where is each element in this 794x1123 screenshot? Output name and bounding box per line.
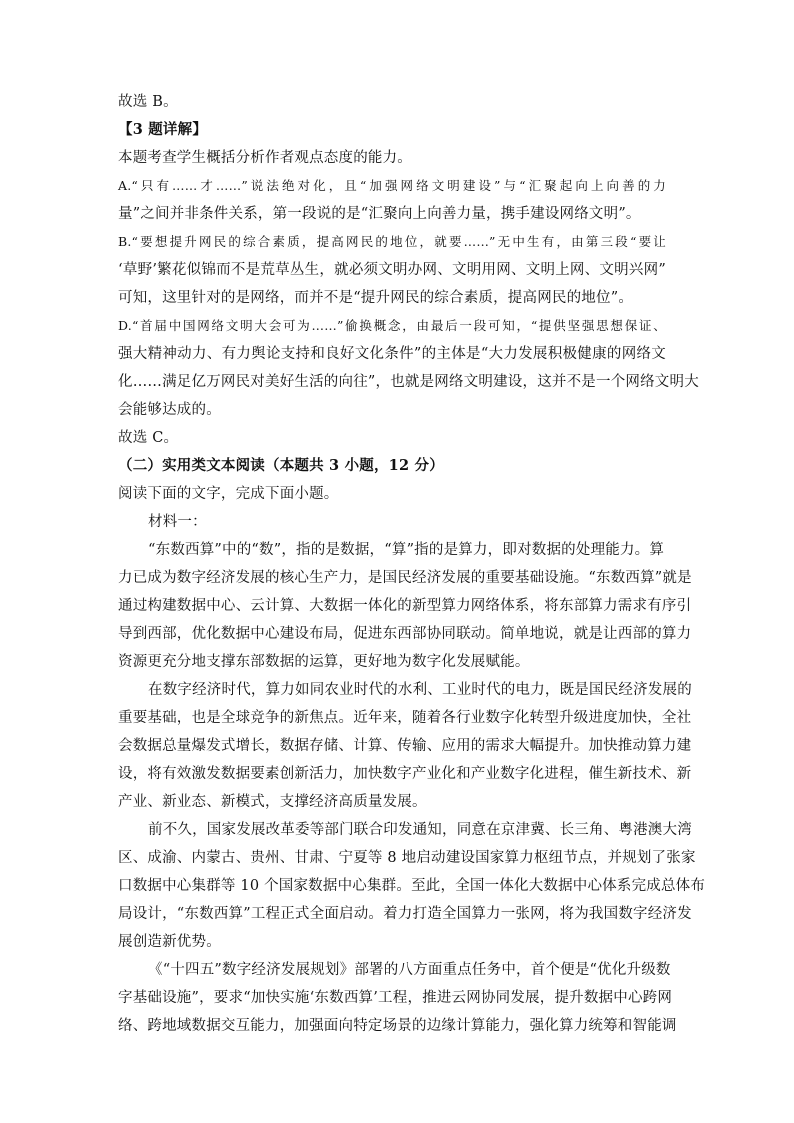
paragraph-1-line-1: “东数西算”中的“数”，指的是数据，“算”指的是算力，即对数据的处理能力。算 bbox=[148, 542, 665, 558]
paragraph-3-line-4: 局设计，“东数西算”工程正式全面启动。着力打造全国算力一张网，将为我国数字经济发 bbox=[118, 906, 692, 922]
option-b-line-3: 可知，这里针对的是网络，而并不是“提升网民的综合素质，提高网民的地位”。 bbox=[118, 290, 634, 306]
paragraph-4-line-2: 字基础设施”，要求“加快实施‘东数西算’工程，推进云网协同发展，提升数据中心跨网 bbox=[118, 990, 673, 1006]
paragraph-4-line-1: 《“十四五”数字经济发展规划》部署的八方面重点任务中，首个便是“优化升级数 bbox=[148, 962, 671, 978]
paragraph-1-line-3: 通过构建数据中心、云计算、大数据一体化的新型算力网络体系，将东部算力需求有序引 bbox=[118, 598, 692, 614]
paragraph-2-line-3: 会数据总量爆发式增长，数据存储、计算、传输、应用的需求大幅提升。加快推动算力建 bbox=[118, 738, 692, 754]
paragraph-4-line-3: 络、跨地域数据交互能力，加强面向特定场景的边缘计算能力，强化算力统筹和智能调 bbox=[118, 1018, 677, 1034]
option-b-line-2: ‘草野’繁花似锦而不是荒草丛生，就必须文明办网、文明用网、文明上网、文明兴网” bbox=[118, 262, 666, 278]
answer-line: 故选 C。 bbox=[118, 430, 179, 446]
paragraph-2-line-2: 重要基础，也是全球竞争的新焦点。近年来，随着各行业数字化转型升级进度加快，全社 bbox=[118, 710, 692, 726]
paragraph-2-line-1: 在数字经济时代，算力如同农业时代的水利、工业时代的电力，既是国民经济发展的 bbox=[148, 682, 692, 698]
option-d-line-1: D.“首届中国网络文明大会可为……”偷换概念，由最后一段可知，“提供坚强思想保证、 bbox=[118, 318, 666, 333]
option-d-line-3: 化……满足亿万网民对美好生活的向往”，也就是网络文明建设，这并不是一个网络文明大 bbox=[118, 374, 699, 390]
section-heading: （二）实用类文本阅读（本题共 3 小题，12 分） bbox=[118, 457, 444, 474]
text-line: 本题考查学生概括分析作者观点态度的能力。 bbox=[118, 150, 412, 166]
document-body bbox=[118, 88, 706, 1040]
material-label: 材料一： bbox=[148, 514, 207, 530]
paragraph-2-line-4: 设，将有效激发数据要素创新活力，加快数字产业化和产业数字化进程，催生新技术、新 bbox=[118, 766, 692, 782]
option-a-line-2: 量”之间并非条件关系，第一段说的是“汇聚向上向善力量，携手建设网络文明”。 bbox=[118, 206, 641, 222]
paragraph-1-line-4: 导到西部，优化数据中心建设布局，促进东西部协同联动。简单地说，就是让西部的算力 bbox=[118, 626, 692, 642]
question-heading: 【3 题详解】 bbox=[118, 121, 208, 138]
paragraph-3-line-3: 口数据中心集群等 10 个国家数据中心集群。至此，全国一体化大数据中心体系完成总体布 bbox=[118, 878, 706, 894]
paragraph-3-line-1: 前不久，国家发展改革委等部门联合印发通知，同意在京津冀、长三角、粤港澳大湾 bbox=[148, 822, 692, 838]
paragraph-2-line-5: 产业、新业态、新模式，支撑经济高质量发展。 bbox=[118, 794, 427, 810]
answer-line: 故选 B。 bbox=[118, 94, 178, 110]
paragraph-3-line-2: 区、成渝、内蒙古、贵州、甘肃、宁夏等 8 地启动建设国家算力枢纽节点，并规划了张家 bbox=[118, 850, 696, 866]
paragraph-1-line-2: 力已成为数字经济发展的核心生产力，是国民经济发展的重要基础设施。“东数西算”就是 bbox=[118, 570, 692, 586]
option-a-line-1: A.“只有……才……”说法绝对化，且“加强网络文明建设”与“汇聚起向上向善的力 bbox=[118, 178, 666, 193]
option-d-line-4: 会能够达成的。 bbox=[118, 402, 221, 418]
option-b-line-1: B.“要想提升网民的综合素质，提高网民的地位，就要……”无中生有，由第三段“要让 bbox=[118, 234, 666, 249]
paragraph-3-line-5: 展创造新优势。 bbox=[118, 934, 221, 950]
instruction-line: 阅读下面的文字，完成下面小题。 bbox=[118, 486, 339, 502]
option-d-line-2: 强大精神动力、有力舆论支持和良好文化条件”的主体是“大力发展积极健康的网络文 bbox=[118, 346, 666, 362]
paragraph-1-line-5: 资源更充分地支撑东部数据的运算，更好地为数字化发展赋能。 bbox=[118, 654, 530, 670]
